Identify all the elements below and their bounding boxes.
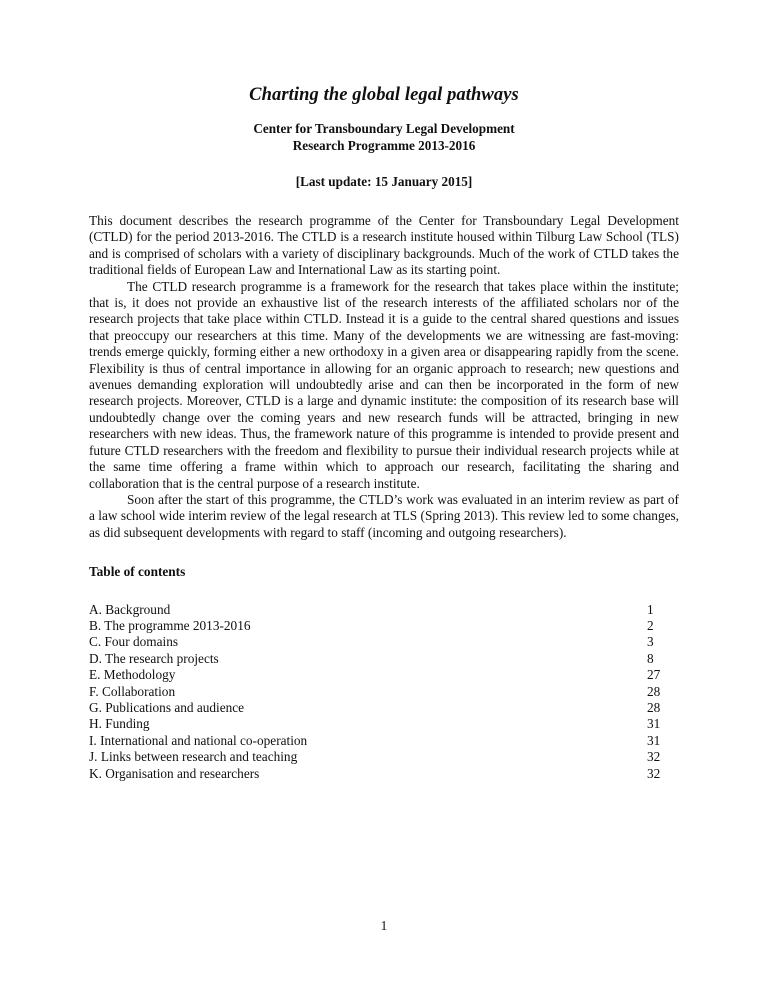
toc-leader: [175, 684, 647, 700]
toc-entry-g[interactable]: [89, 700, 679, 716]
last-update-note: [Last update: 15 January 2015]: [295, 174, 473, 189]
toc-leader: [175, 667, 647, 683]
paragraph-intro: This document describes the research programme of the Center for Transboundary Legal Development (CTLD) for the period 2013-2016. The CTLD is a research institute housed within Tilburg Law School (TLS) and is comprised of scholars with a variety of disciplinary backgrounds. Much of the work of CTLD takes the traditional fields of European Law and International Law as its starting point.: [89, 213, 679, 278]
subtitle-line-institute: Center for Transboundary Legal Development: [253, 121, 515, 136]
toc-entry-label: F. Collaboration: [89, 683, 176, 699]
footer-page-number: 1: [380, 918, 388, 933]
toc-entry-page: 2: [647, 617, 654, 633]
toc-entry-j[interactable]: [89, 749, 679, 765]
toc-entry-k[interactable]: [89, 766, 679, 782]
toc-entry-b[interactable]: [89, 618, 679, 634]
toc-entry-page: 1: [647, 601, 654, 617]
page-title: Charting the global legal pathways: [249, 85, 519, 105]
toc-entry-page: 28: [647, 683, 661, 699]
toc-leader: [251, 618, 647, 634]
toc-entry-page: 32: [647, 765, 661, 781]
toc-entry-label: I. International and national co-operation: [89, 732, 308, 748]
table-of-contents-heading: Table of contents: [89, 564, 186, 580]
toc-entry-f[interactable]: [89, 684, 679, 700]
toc-entry-page: 31: [647, 732, 661, 748]
toc-entry-i[interactable]: [89, 733, 679, 749]
toc-entry-page: 8: [647, 650, 654, 666]
toc-entry-label: J. Links between research and teaching: [89, 749, 298, 765]
toc-leader: [150, 716, 647, 732]
toc-entry-label: G. Publications and audience: [89, 699, 245, 715]
table-of-contents-list: [89, 602, 679, 782]
toc-entry-e[interactable]: [89, 667, 679, 683]
toc-entry-label: C. Four domains: [89, 634, 179, 650]
toc-entry-a[interactable]: [89, 602, 679, 618]
toc-entry-page: 32: [647, 749, 661, 765]
toc-entry-page: 28: [647, 699, 661, 715]
toc-entry-c[interactable]: [89, 634, 679, 650]
toc-entry-page: 3: [647, 634, 654, 650]
subtitle-line-programme: Research Programme 2013-2016: [292, 138, 476, 153]
toc-leader: [259, 766, 647, 782]
toc-entry-label: E. Methodology: [89, 667, 176, 683]
toc-leader: [297, 749, 647, 765]
toc-leader: [244, 700, 647, 716]
paragraph-framework: The CTLD research programme is a framework for the research that takes place within the institute; that is, it does not provide an exhaustive list of the research interests of the affiliated scholars nor of the research projects that take place within CTLD. Instead it is a guide to the central shared questions and issues that preoccupy our researchers at this time. Many of the developments we are witnessing are fast-moving: trends emerge quickly, forming either a new orthodoxy in a given area or disappearing rapidly from the scene. Flexibility is thus of central importance in allowing for an organic approach to research; new questions and avenues demanding exploration will undoubtedly arise and can then be incorporated in the form of new research projects. Moreover, CTLD is a large and dynamic institute: the composition of its research base will undoubtedly change over the coming years and new research funds will be attracted, bringing in new researchers with new ideas. Thus, the framework nature of this programme is intended to provide present and future CTLD researchers with the freedom and flexibility to pursue their individual research projects while at the same time offering a frame within which to approach our research, facilitating the sharing and collaboration that is the central purpose of a research institute.: [89, 278, 679, 491]
document-body: [89, 84, 679, 782]
paragraph-interim-review: Soon after the start of this programme, the CTLD’s work was evaluated in an interim review as part of a law school wide interim review of the legal research at TLS (Spring 2013). This review led to some changes, as did subsequent developments with regard to staff (incoming and outgoing researchers).: [89, 491, 679, 540]
document-subtitle: [89, 120, 679, 154]
toc-leader: [170, 602, 647, 618]
toc-leader: [307, 733, 647, 749]
toc-entry-d[interactable]: [89, 651, 679, 667]
toc-entry-label: H. Funding: [89, 716, 150, 732]
toc-leader: [178, 634, 647, 650]
toc-entry-h[interactable]: [89, 716, 679, 732]
toc-entry-page: 27: [647, 667, 661, 683]
toc-entry-label: A. Background: [89, 601, 171, 617]
toc-entry-label: K. Organisation and researchers: [89, 765, 260, 781]
toc-entry-label: D. The research projects: [89, 650, 219, 666]
toc-entry-page: 31: [647, 716, 661, 732]
toc-entry-label: B. The programme 2013-2016: [89, 617, 251, 633]
toc-leader: [219, 651, 647, 667]
